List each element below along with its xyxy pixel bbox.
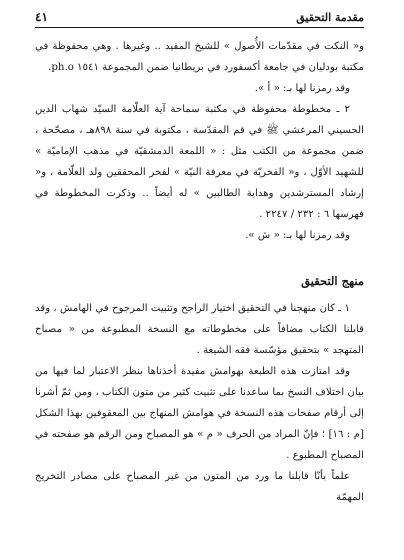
- section-heading: منهج التحقيق: [301, 274, 364, 288]
- paragraph-manuscript-sh-description: ٢ ـ مخطوطة محفوظة في مكتبة سماحة آية العلّامة السيّد شهاب الدين الحسيني المرعشي ﷺ في قم المقدّسة ، مكتوبة في سنة ٨٩٨هـ ، مصحّحة ، ضمن مجموعة من الكتب مثل : « اللمعة الدمشقيّة في مذهب الإماميّة » للشهيد الأوّل ، و« الفخريّة في معرفة النيّة » لفخر المحققين ولد العلّامة ، و« إرشاد المسترشدين وهداية الطالبين » له أيضاً .. وذكرت المخطوطة في فهرسها ٦ : ٢٣٢ / ٢٢٤٧ .: [35, 104, 364, 220]
- paragraph-method-3: علماً بأنّا قابلنا ما ورد من المتون من غير المصباح على مصادر التخريج المهمّة: [35, 471, 364, 503]
- paragraph-manuscript-a-description: و« النكت في مقدّمات الأُصول » للشيخ المفيد .. وغيرها . وهي محفوظة في مكتبة بودليان في جامعة أكسفورد في بريطانيا ضمن المجموعة ١٥٤١ ph.o.: [35, 41, 364, 73]
- paragraph-method-2: وقد امتازت هذه الطبعة بهوامش مفيدة أخذناها بنظر الاعتبار لما فيها من بيان اختلاف النسخ بما ساعدنا على تثبيت كثير من متون الكتاب ، ومن ثمّ أشرنا إلى أرقام صفحات هذه النسخة في هوامش المنهاج بين المعقوفين بهذا الشكل [م : ١٦] ؛ فإنّ المراد من الحرف « م » هو المصباح ومن الرقم هو صفحته في المصباح المطبوع .: [35, 366, 364, 461]
- paragraph-manuscript-sh-symbol: وقد رمزنا لها بـ: « ش ».: [245, 230, 350, 241]
- running-title: مقدمة التحقيق: [296, 11, 364, 24]
- paragraph-method-1: ١ ـ كان منهجنا في التحقيق اختيار الراجح وتثبيت المرجوح في الهامش ، وقد قابلنا الكتاب مضافاً على مخطوطاته مع النسخة المطبوعة من « مصباح المتهجد » بتحقيق مؤسّسة فقه الشيعة .: [35, 303, 364, 356]
- page-number: ٤١: [35, 10, 48, 24]
- running-header: [35, 10, 364, 28]
- body-text: [35, 36, 364, 508]
- paragraph-manuscript-a-symbol: وقد رمزنا لها بـ: « أ ».: [254, 83, 350, 94]
